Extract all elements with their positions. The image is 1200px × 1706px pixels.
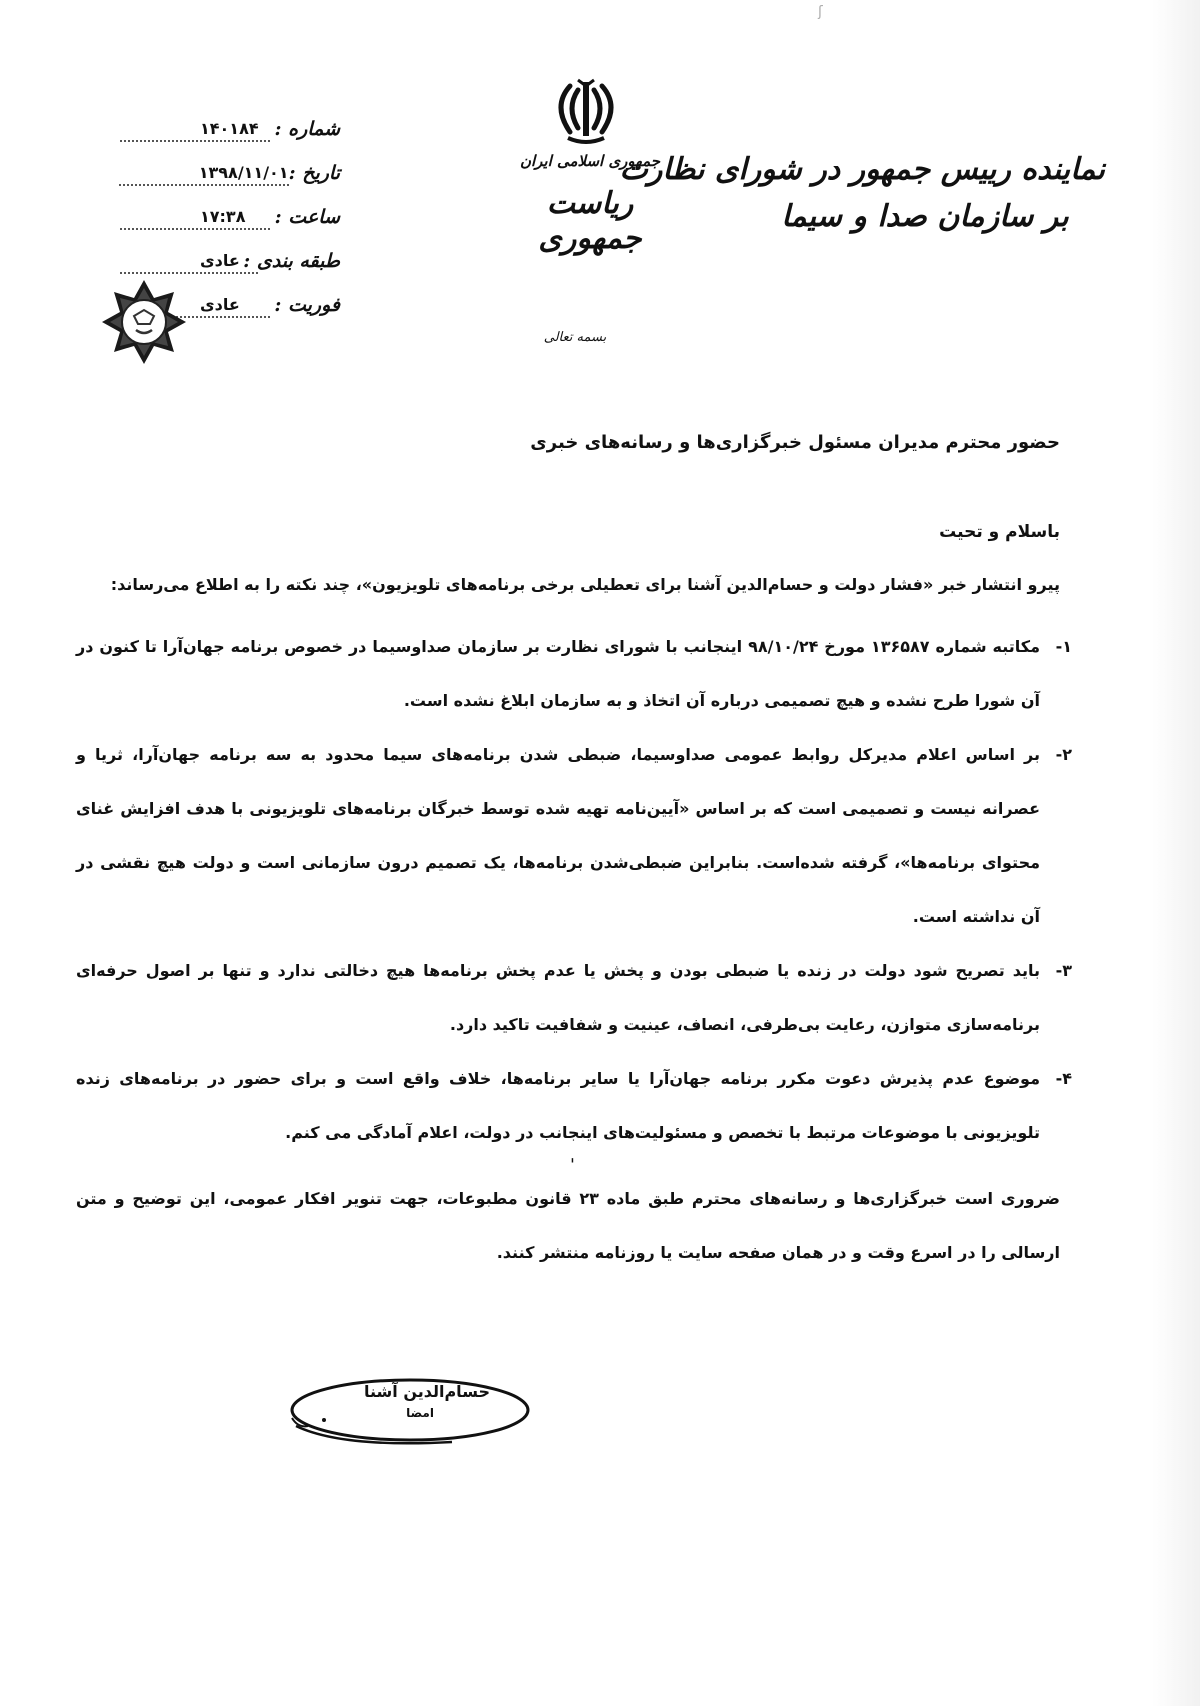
meta-date <box>120 142 340 186</box>
meta-number-label: شماره : <box>274 118 340 140</box>
meta-number-value: ۱۴۰۱۸۴ <box>120 119 270 142</box>
closing-paragraph: ضروری است خبرگزاری‌ها و رسانه‌های محترم طبق ماده ۲۳ قانون مطبوعات، جهت تنویر افکار عمومی، این توضیح و متن ارسالی را در اسرع وقت و در همان صفحه سایت یا روزنامه منتشر کنند. <box>76 1189 1060 1262</box>
point-1 <box>76 620 1072 728</box>
meta-time-label: ساعت : <box>274 206 340 228</box>
point-text: باید تصریح شود دولت در زنده یا ضبطی بودن و پخش یا عدم پخش برنامه‌ها هیچ دخالتی ندارد و تنها بر اصول حرفه‌ای برنامه‌سازی متوازن، رعایت بی‌طرفی، انصاف، عینیت و شفافیت تاکید دارد. <box>76 961 1040 1034</box>
basmala: بسمه تعالی <box>543 330 607 345</box>
recipient: حضور محترم مدیران مسئول خبرگزاری‌ها و رسانه‌های خبری <box>530 432 1060 453</box>
greeting: باسلام و تحیت <box>939 522 1060 542</box>
ink-mark: ˌ <box>570 1146 575 1165</box>
point-number: ۱- <box>1055 637 1072 656</box>
point-text: مکاتبه شماره ۱۳۶۵۸۷ مورخ ۹۸/۱۰/۲۴ اینجانب با شورای نظارت بر سازمان صداوسیما در خصوص برنامه جهان‌آرا تا کنون در آن شورا طرح نشده و هیچ تصمیمی درباره آن اتخاذ و به سازمان ابلاغ نشده است. <box>76 637 1040 710</box>
point-number: ۴- <box>1055 1069 1072 1088</box>
meta-classification <box>120 230 340 274</box>
signature-scribble: امضا <box>406 1406 434 1420</box>
point-text: بر اساس اعلام مدیرکل روابط عمومی صداوسیما، ضبطی شدن برنامه‌های سیما محدود به سه برنامه جهان‌آرا، ثریا و عصرانه نیست و تصمیمی است که بر اساس «آیین‌نامه تهیه شده توسط خبرگان برنامه‌های تلویزیونی با هدف افزایش غنای محتوای برنامه‌ها»، گرفته شده‌است. بنابراین ضبطی‌شدن برنامه‌ها، یک تصمیم درون سازمانی است و دولت هیچ نقشی در آن نداشته است. <box>76 745 1040 926</box>
meta-date-label: تاریخ : <box>288 162 340 184</box>
meta-classification-label: طبقه بندی : <box>243 250 340 272</box>
point-2 <box>76 728 1072 944</box>
intro-paragraph: پیرو انتشار خبر «فشار دولت و حسام‌الدین آشنا برای تعطیلی برخی برنامه‌های تلویزیون»، چند نکته را به اطلاع می‌رساند: <box>110 575 1060 594</box>
point-text: موضوع عدم پذیرش دعوت مکرر برنامه جهان‌آرا یا سایر برنامه‌ها، خلاف واقع است و برای حضور در برنامه‌های زنده تلویزیونی با موضوعات مرتبط با تخصص و مسئولیت‌های اینجانب در دولت، اعلام آمادگی می کنم. <box>76 1069 1040 1142</box>
meta-urgency-label: فوریت : <box>274 294 340 316</box>
point-4 <box>76 1052 1072 1160</box>
point-number: ۲- <box>1055 745 1072 764</box>
scan-artifact: ʃ <box>818 4 823 20</box>
point-3 <box>76 944 1072 1052</box>
signature-name: حسام‌الدین آشنا <box>363 1382 490 1401</box>
meta-time-value: ۱۷:۳۸ <box>120 207 270 230</box>
sender-title <box>619 148 1105 242</box>
meta-urgency-value: عادی <box>120 295 270 318</box>
sender-title-line2: بر سازمان صدا و سیما <box>781 199 1069 234</box>
meta-classification-value: عادی <box>120 251 258 274</box>
point-number: ۳- <box>1055 961 1072 980</box>
meta-number <box>120 98 340 142</box>
meta-date-value: ۱۳۹۸/۱۱/۰۱ <box>119 163 289 186</box>
iran-emblem-icon <box>548 76 624 146</box>
sender-title-line1: نماینده رییس جمهور در شورای نظارت <box>619 152 1105 187</box>
octagram-seal-icon <box>100 278 188 366</box>
numbered-points <box>76 620 1072 1160</box>
meta-time <box>120 186 340 230</box>
emblem-subtitle: جمهوری اسلامی ایران <box>519 152 661 170</box>
emblem-title: ریاست جمهوری <box>538 186 642 256</box>
